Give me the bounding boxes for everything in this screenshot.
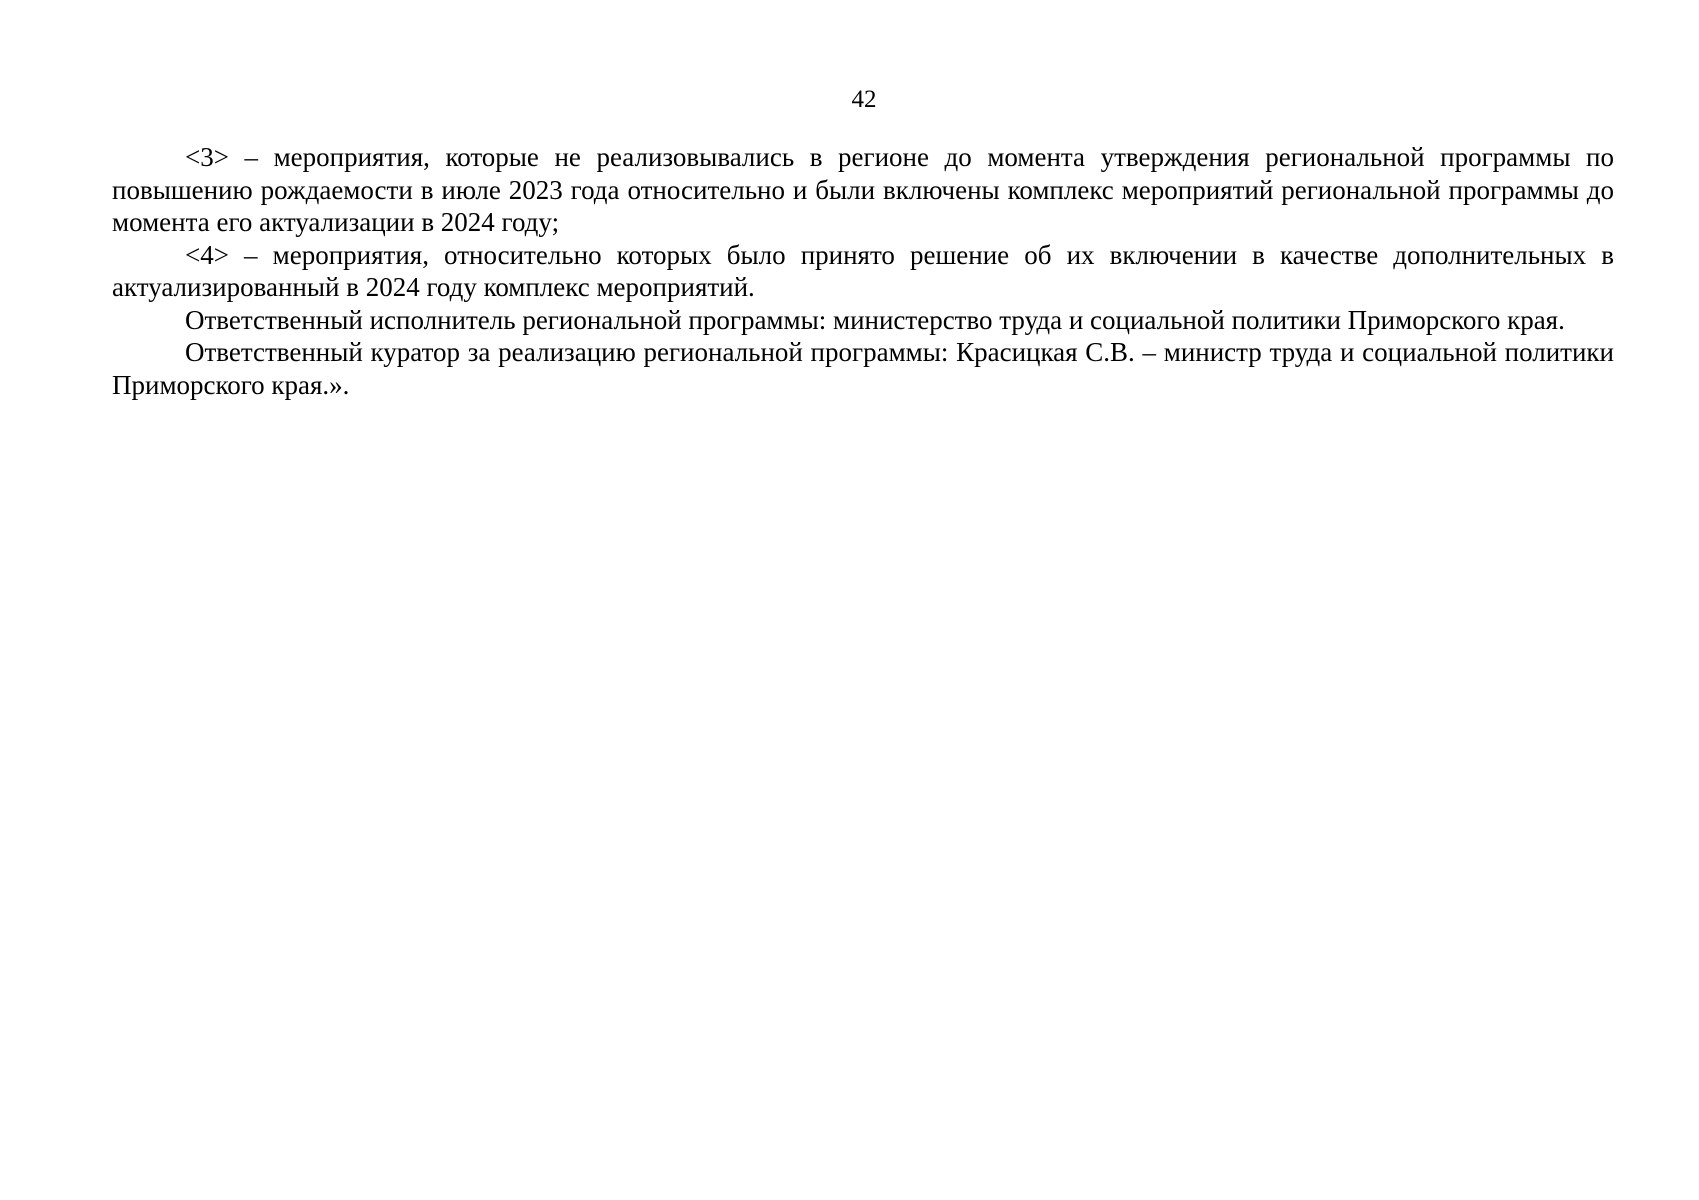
- page-number: 42: [851, 86, 877, 113]
- footnote-4-paragraph: <4> – мероприятия, относительно которых было принято решение об их включении в качестве дополнительных в актуализированный в 2024 году комплекс мероприятий.: [112, 239, 1614, 302]
- responsible-executor-paragraph: Ответственный исполнитель региональной программы: министерство труда и социальной политики Приморского края.: [185, 304, 1565, 335]
- document-body: [112, 141, 1614, 401]
- footnote-3-paragraph: <3> – мероприятия, которые не реализовывались в регионе до момента утверждения региональной программы по повышению рождаемости в июле 2023 года относительно и были включены комплекс мероприятий региональной программы до момента его актуализации в 2024 году;: [112, 142, 1614, 237]
- responsible-curator-paragraph: Ответственный куратор за реализацию региональной программы: Красицкая С.В. – министр труда и социальной политики Приморского края.».: [112, 337, 1614, 400]
